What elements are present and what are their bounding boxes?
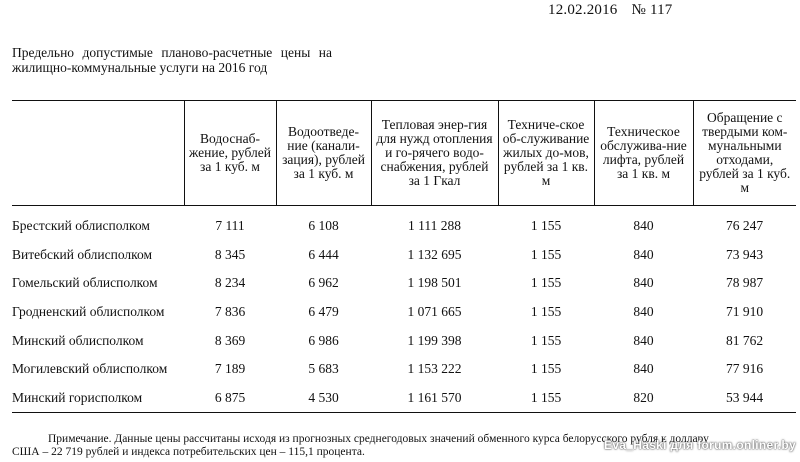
table-body bbox=[12, 206, 796, 413]
cell-elevator-maintenance: 840 bbox=[633, 361, 654, 377]
cell-water-supply: 6 875 bbox=[184, 384, 276, 413]
cell-region-name: Брестский облисполком bbox=[12, 218, 150, 234]
cell-heat-energy: 1 198 501 bbox=[407, 275, 462, 291]
table-row bbox=[12, 355, 796, 384]
price-table bbox=[12, 100, 796, 413]
cell-elevator-maintenance: 840 bbox=[633, 218, 654, 234]
table-row bbox=[12, 326, 796, 355]
cell-elevator-maintenance: 820 bbox=[594, 384, 693, 413]
cell-housing-maintenance: 1 155 bbox=[530, 218, 562, 234]
footnote-line-1: Примечание. Данные цены рассчитаны исходя из прогнозных среднегодовых значений обменного курса белорусского рубля к доллару bbox=[48, 433, 709, 445]
cell-region-name: Минский горисполком bbox=[12, 384, 184, 413]
cell-water-supply: 7 111 bbox=[215, 218, 245, 234]
cell-waste-handling: 76 247 bbox=[725, 218, 764, 234]
table-row bbox=[12, 384, 796, 413]
cell-waste-handling: 71 910 bbox=[725, 304, 764, 320]
column-header-housing-maintenance: Техниче-ское об-служивание жилых до-мов, рублей за 1 кв. м bbox=[498, 101, 594, 206]
cell-housing-maintenance: 1 155 bbox=[498, 384, 594, 413]
document-title: Предельно допустимые планово-расчетные цены на жилищно-коммунальные услуги на 2016 год bbox=[12, 45, 332, 75]
cell-waste-handling: 77 916 bbox=[725, 361, 764, 377]
column-header-waste-handling: Обращение с твердыми ком-мунальными отходами, рублей за 1 куб. м bbox=[693, 101, 796, 206]
cell-waste-handling: 73 943 bbox=[725, 246, 764, 262]
cell-heat-energy: 1 132 695 bbox=[407, 246, 462, 262]
cell-heat-energy: 1 071 665 bbox=[407, 304, 462, 320]
cell-region-name: Гомельский облисполком bbox=[12, 275, 158, 291]
table-row bbox=[12, 241, 796, 270]
cell-water-supply: 7 189 bbox=[214, 361, 246, 377]
document-header bbox=[548, 2, 673, 19]
cell-heat-energy: 1 161 570 bbox=[371, 384, 498, 413]
cell-sewerage: 5 683 bbox=[308, 361, 339, 377]
document-number: № 117 bbox=[631, 2, 673, 18]
watermark: Eva_Haski для forum.onliner.by bbox=[604, 438, 796, 452]
cell-housing-maintenance: 1 155 bbox=[530, 275, 562, 291]
cell-elevator-maintenance: 840 bbox=[633, 332, 654, 348]
column-header-elevator-maintenance: Техническое обслужива-ние лифта, рублей за 1 кв. м bbox=[594, 101, 693, 206]
cell-waste-handling: 81 762 bbox=[725, 332, 764, 348]
cell-elevator-maintenance: 840 bbox=[633, 246, 654, 262]
document-date: 12.02.2016 bbox=[548, 2, 618, 18]
cell-elevator-maintenance: 840 bbox=[633, 304, 654, 320]
cell-sewerage: 6 479 bbox=[308, 304, 339, 320]
column-header-water-supply: Водоснаб-жение, рублей за 1 куб. м bbox=[184, 101, 276, 206]
cell-region-name: Гродненский облисполком bbox=[12, 304, 165, 320]
cell-heat-energy: 1 199 398 bbox=[407, 332, 462, 348]
cell-sewerage: 6 108 bbox=[308, 218, 339, 234]
table-row bbox=[12, 298, 796, 327]
cell-region-name: Минский облисполком bbox=[12, 332, 144, 348]
table-row bbox=[12, 206, 796, 241]
cell-water-supply: 7 836 bbox=[214, 304, 246, 320]
column-header-region bbox=[12, 101, 184, 206]
cell-sewerage: 6 444 bbox=[308, 246, 339, 262]
cell-sewerage: 6 962 bbox=[308, 275, 339, 291]
cell-region-name: Витебский облисполком bbox=[12, 246, 153, 262]
cell-heat-energy: 1 153 222 bbox=[407, 361, 462, 377]
table-header-row bbox=[12, 101, 796, 206]
cell-water-supply: 8 234 bbox=[214, 275, 246, 291]
cell-waste-handling: 53 944 bbox=[693, 384, 796, 413]
cell-housing-maintenance: 1 155 bbox=[530, 304, 562, 320]
column-header-heat-energy: Тепловая энер-гия для нужд отопления и го-рячего водо-снабжения, рублей за 1 Гкал bbox=[371, 101, 498, 206]
cell-sewerage: 4 530 bbox=[276, 384, 371, 413]
cell-housing-maintenance: 1 155 bbox=[530, 332, 562, 348]
cell-water-supply: 8 345 bbox=[214, 246, 246, 262]
table-row bbox=[12, 269, 796, 298]
cell-water-supply: 8 369 bbox=[214, 332, 246, 348]
cell-housing-maintenance: 1 155 bbox=[530, 246, 562, 262]
footnote-line-2: США – 22 719 рублей и индекса потребительских цен – 115,1 процента. bbox=[12, 446, 365, 458]
cell-heat-energy: 1 111 288 bbox=[408, 218, 461, 234]
cell-housing-maintenance: 1 155 bbox=[530, 361, 562, 377]
cell-waste-handling: 78 987 bbox=[725, 275, 764, 291]
column-header-sewerage: Водоотведе-ние (канали-зация), рублей за 1 куб. м bbox=[276, 101, 371, 206]
cell-sewerage: 6 986 bbox=[308, 332, 339, 348]
cell-region-name: Могилевский облисполком bbox=[12, 361, 168, 377]
cell-elevator-maintenance: 840 bbox=[633, 275, 654, 291]
